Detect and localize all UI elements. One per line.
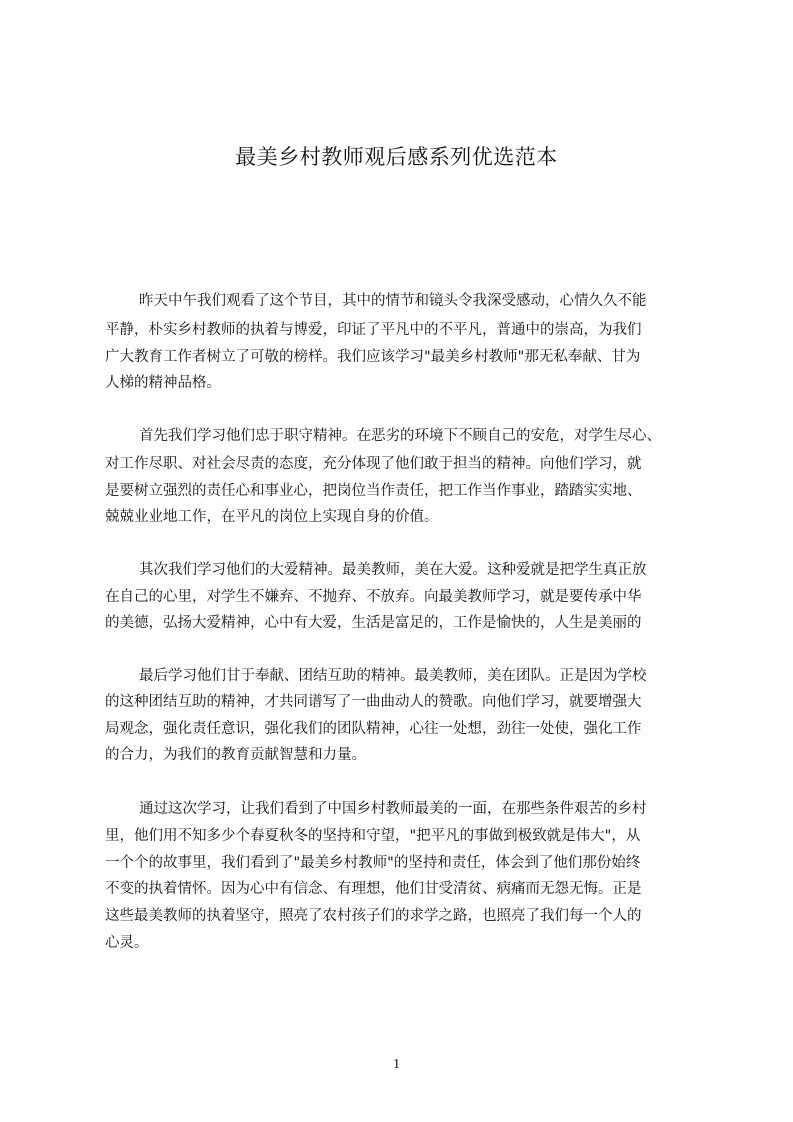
- paragraph-4-line-1: 最后学习他们甘于奉献、团结互助的精神。最美教师，美在团队。正是因为学校: [139, 668, 647, 684]
- paragraph-5-line-4: 不变的执着情怀。因为心中有信念、有理想，他们甘受清贫、病痛而无怨无悔。正是: [105, 881, 642, 897]
- document-title: 最美乡村教师观后感系列优选范本: [235, 145, 558, 169]
- page-number: 1: [393, 1057, 400, 1072]
- paragraph-4-line-2: 的这种团结互助的精神，才共同谱写了一曲曲动人的赞歌。向他们学习，就要增强大: [105, 694, 642, 710]
- paragraph-3-line-3: 的美德，弘扬大爱精神，心中有大爱，生活是富足的，工作是愉快的，人生是美丽的: [105, 615, 642, 631]
- paragraph-3-line-1: 其次我们学习他们的大爱精神。最美教师，美在大爱。这种爱就是把学生真正放: [139, 562, 647, 578]
- paragraph-5-line-2: 里，他们用不知多少个春夏秋冬的坚持和守望，"把平凡的事做到极致就是伟大"，从: [105, 828, 641, 844]
- paragraph-2-line-1: 首先我们学习他们忠于职守精神。在恶劣的环境下不顾自己的安危，对学生尽心、: [139, 428, 661, 444]
- paragraph-5-line-1: 通过这次学习，让我们看到了中国乡村教师最美的一面，在那些条件艰苦的乡村: [139, 801, 647, 817]
- paragraph-5-line-5: 这些最美教师的执着坚守，照亮了农村孩子们的求学之路，也照亮了我们每一个人的: [105, 908, 642, 924]
- paragraph-2-line-2: 对工作尽职、对社会尽责的态度，充分体现了他们敢于担当的精神。向他们学习，就: [105, 456, 642, 472]
- paragraph-2-line-3: 是要树立强烈的责任心和事业心，把岗位当作责任，把工作当作事业，踏踏实实地、: [105, 483, 642, 499]
- paragraph-2-line-4: 兢兢业业地工作，在平凡的岗位上实现自身的价值。: [105, 509, 439, 525]
- paragraph-1-line-3: 广大教育工作者树立了可敬的榜样。我们应该学习"最美乡村教师"那无私奉献、甘为: [105, 349, 641, 365]
- paragraph-5-line-6: 心灵。: [105, 935, 149, 951]
- paragraph-4-line-4: 的合力，为我们的教育贡献智慧和力量。: [105, 747, 366, 763]
- paragraph-4-line-3: 局观念，强化责任意识，强化我们的团队精神，心往一处想，劲往一处使，强化工作: [105, 721, 642, 737]
- paragraph-3-line-2: 在自己的心里，对学生不嫌弃、不抛弃、不放弃。向最美教师学习，就是要传承中华: [105, 589, 642, 605]
- paragraph-1-line-1: 昨天中午我们观看了这个节目，其中的情节和镜头令我深受感动，心情久久不能: [139, 293, 647, 309]
- paragraph-5-line-3: 一个个的故事里，我们看到了"最美乡村教师"的坚持和责任，体会到了他们那份始终: [105, 855, 641, 871]
- paragraph-1-line-2: 平静，朴实乡村教师的执着与博爱，印证了平凡中的不平凡，普通中的崇高，为我们: [105, 322, 642, 338]
- paragraph-1-line-4: 人梯的精神品格。: [105, 375, 221, 391]
